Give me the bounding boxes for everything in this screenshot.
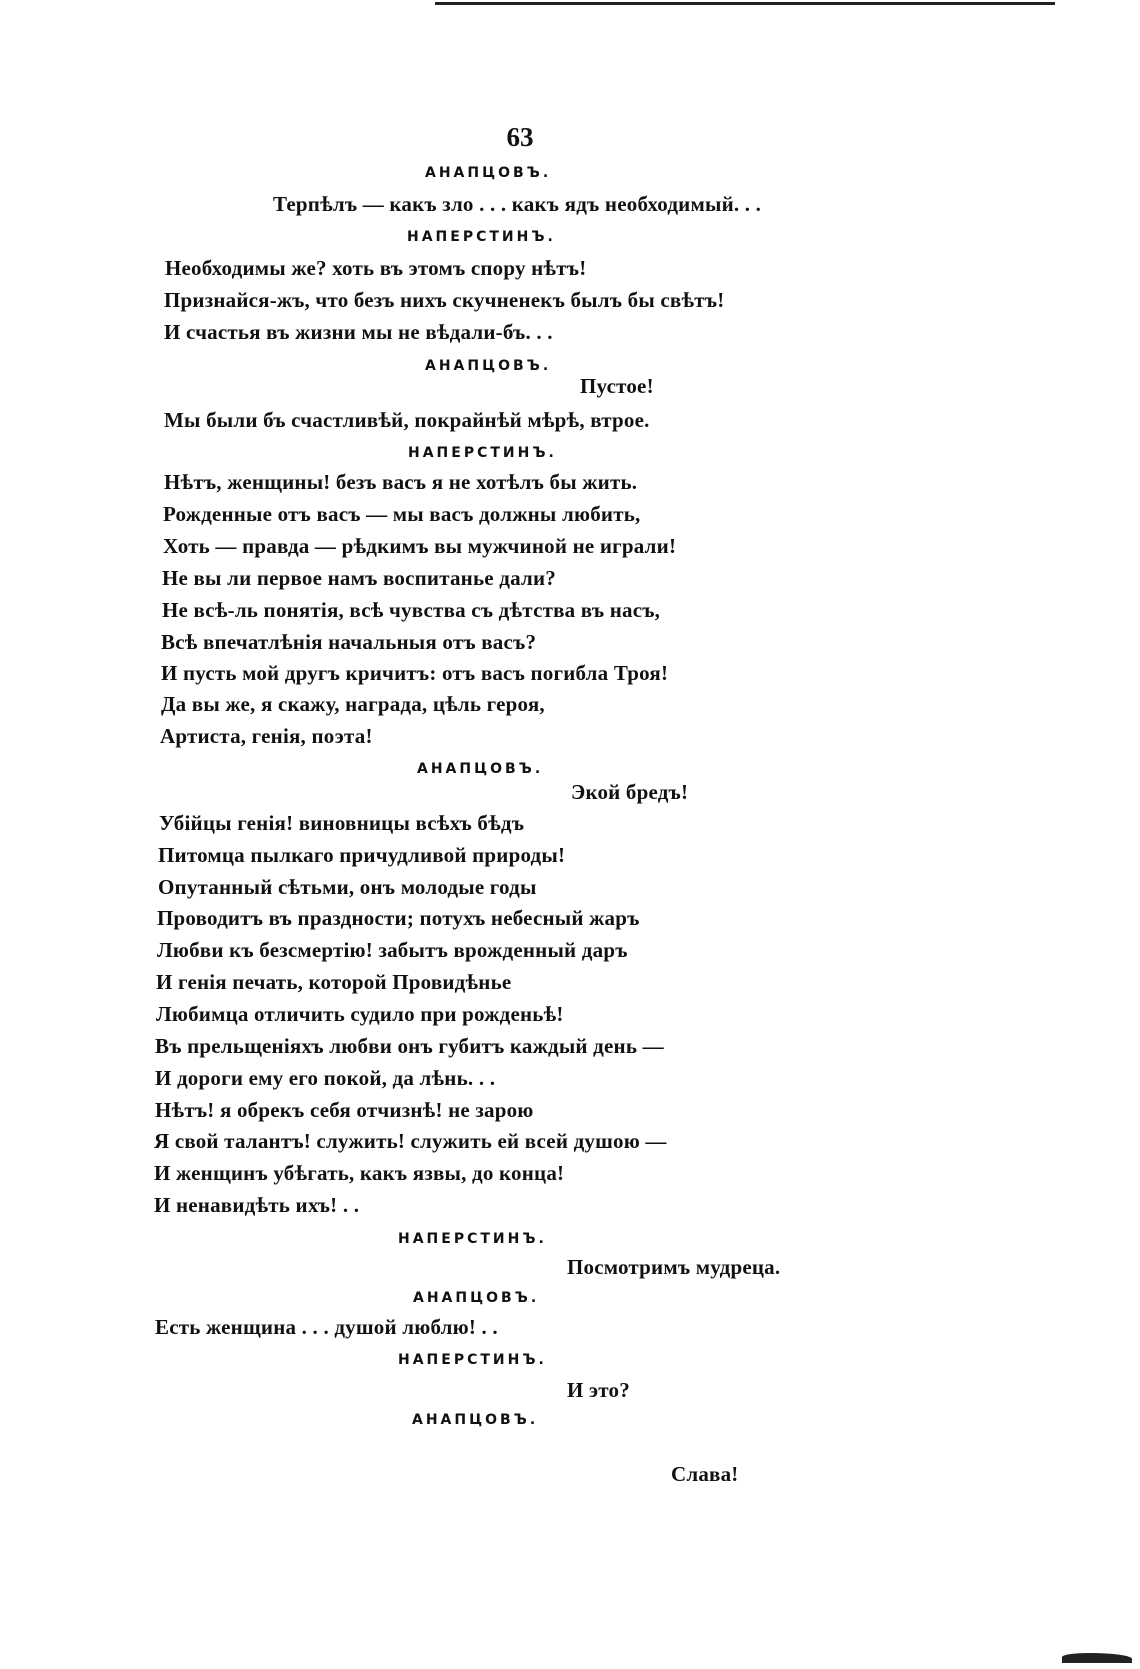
verse-line: Любимца отличить судило при рожденьѣ! (156, 1002, 564, 1026)
verse-line: Да вы же, я скажу, награда, цѣль героя, (161, 692, 545, 716)
verse-line: И женщинъ убѣгать, какъ язвы, до конца! (154, 1161, 565, 1185)
verse-line: И дороги ему его покой, да лѣнь. . . (155, 1066, 496, 1090)
speaker-name: АНАПЦОВЪ. (413, 1290, 540, 1306)
verse-line: Посмотримъ мудреца. (567, 1255, 781, 1279)
speaker-name: НАПЕРСТИНЪ. (398, 1352, 547, 1368)
speaker-name: НАПЕРСТИНЪ. (408, 445, 557, 461)
speaker-name: АНАПЦОВЪ. (425, 358, 552, 374)
verse-line: И счастья въ жизни мы не вѣдали-бъ. . . (164, 320, 553, 344)
speaker-name: НАПЕРСТИНЪ. (398, 1231, 547, 1247)
verse-line: Слава! (671, 1462, 739, 1486)
verse-line: Въ прельщеніяхъ любви онъ губитъ каждый день — (155, 1034, 664, 1058)
speaker-name: НАПЕРСТИНЪ. (407, 229, 556, 245)
verse-line: Опутанный сѣтьми, онъ молодые годы (158, 875, 537, 899)
speaker-name: АНАПЦОВЪ. (425, 165, 552, 181)
page-number: 63 (506, 122, 534, 152)
verse-line: Есть женщина . . . душой люблю! . . (155, 1315, 498, 1339)
verse-line: Признайся-жъ, что безъ нихъ скучненекъ былъ бы свѣтъ! (164, 288, 725, 312)
verse-line: Мы были бъ счастливѣй, покрайнѣй мѣрѣ, втрое. (164, 408, 650, 432)
verse-line: Необходимы же? хоть въ этомъ спору нѣтъ! (165, 256, 587, 280)
verse-line: Любви къ безсмертію! забытъ врожденный даръ (157, 938, 628, 962)
verse-line: Убійцы генія! виновницы всѣхъ бѣдъ (159, 811, 525, 835)
top-edge-rule (435, 2, 1055, 5)
verse-line: Не вы ли первое намъ воспитанье дали? (162, 566, 556, 590)
verse-line: Нѣтъ! я обрекъ себя отчизнѣ! не зарою (155, 1098, 534, 1122)
verse-line: Питомца пылкаго причудливой природы! (158, 843, 566, 867)
verse-line: Терпѣлъ — какъ зло . . . какъ ядъ необходимый. . . (273, 192, 762, 216)
verse-line: Пустое! (580, 374, 654, 398)
verse-line: Артиста, генія, поэта! (160, 724, 373, 748)
verse-line: Всѣ впечатлѣнія начальныя отъ васъ? (161, 630, 537, 654)
verse-line: Не всѣ-ль понятія, всѣ чувства съ дѣтства въ насъ, (162, 598, 661, 622)
verse-line: И это? (567, 1378, 630, 1402)
verse-line: Проводитъ въ праздности; потухъ небесный жаръ (157, 906, 640, 930)
verse-line: Я свой талантъ! служить! служить ей всей душою — (154, 1129, 667, 1153)
verse-line: Нѣтъ, женщины! безъ васъ я не хотѣлъ бы жить. (164, 470, 638, 494)
verse-line: И пусть мой другъ кричитъ: отъ васъ погибла Троя! (161, 661, 669, 685)
verse-line: Экой бредъ! (571, 780, 689, 804)
verse-line: Рожденные отъ васъ — мы васъ должны любить, (163, 502, 641, 526)
speaker-name: АНАПЦОВЪ. (417, 761, 544, 777)
page-edge-mark (1062, 1653, 1132, 1663)
verse-line: И генія печать, которой Провидѣнье (156, 970, 512, 994)
speaker-name: АНАПЦОВЪ. (412, 1412, 539, 1428)
verse-line: И ненавидѣть ихъ! . . (154, 1193, 360, 1217)
verse-line: Хоть — правда — рѣдкимъ вы мужчиной не играли! (163, 534, 677, 558)
